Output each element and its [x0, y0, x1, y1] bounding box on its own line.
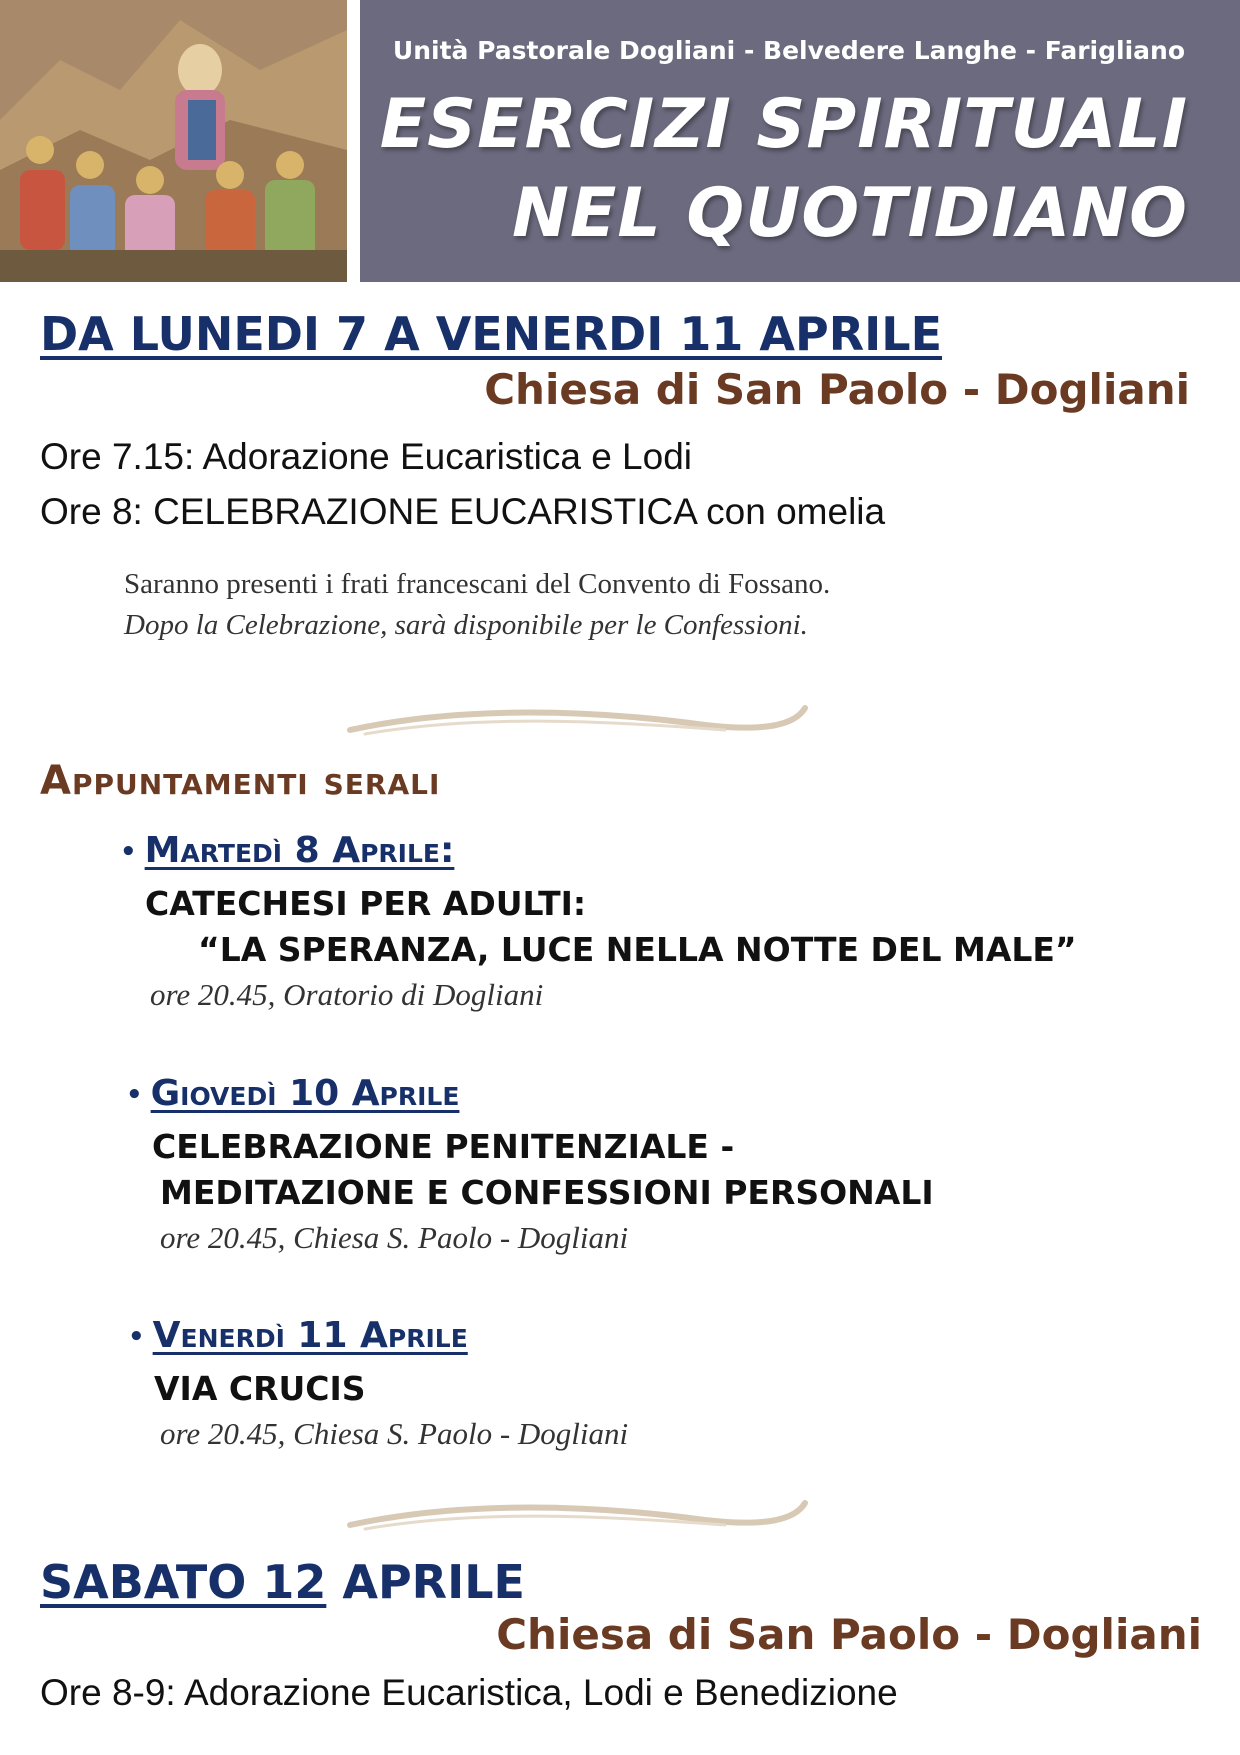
week-schedule-2: Ore 8: CELEBRAZIONE EUCARISTICA con omelia — [40, 491, 886, 532]
event-desc-1a: CATECHESI PER ADULTI: — [145, 884, 587, 923]
event-info-1: ore 20.45, Oratorio di Dogliani — [150, 977, 544, 1012]
header-title — [380, 80, 1188, 258]
event-title-1 — [120, 830, 454, 871]
header-title-line2: NEL QUOTIDIANO — [512, 174, 1188, 253]
week-location: Chiesa di San Paolo - Dogliani — [484, 365, 1190, 414]
saturday-date-underlined: SABATO 12 — [40, 1555, 327, 1609]
event-title-2 — [126, 1073, 459, 1114]
bullet-icon: • — [128, 1322, 145, 1352]
divider-swash-2 — [345, 1495, 815, 1545]
header-painting — [0, 0, 347, 282]
week-note-1: Saranno presenti i frati francescani del Convento di Fossano. — [124, 568, 831, 600]
saturday-location: Chiesa di San Paolo - Dogliani — [496, 1610, 1202, 1659]
event-desc-1b: “LA SPERANZA, LUCE NELLA NOTTE DEL MALE” — [198, 930, 1077, 969]
header-subtitle: Unità Pastorale Dogliani - Belvedere Langhe - Farigliano — [392, 36, 1185, 65]
event-info-2: ore 20.45, Chiesa S. Paolo - Dogliani — [160, 1220, 629, 1255]
week-note-2: Dopo la Celebrazione, sarà disponibile per le Confessioni. — [124, 609, 808, 641]
evening-heading: Appuntamenti serali — [40, 758, 441, 804]
bullet-icon: • — [120, 837, 137, 867]
event-title-3 — [128, 1315, 468, 1356]
header-title-line1: ESERCIZI SPIRITUALI — [379, 85, 1188, 164]
event-desc-2a: CELEBRAZIONE PENITENZIALE - — [152, 1127, 735, 1166]
event-desc-2b: MEDITAZIONE E CONFESSIONI PERSONALI — [160, 1173, 934, 1212]
saturday-schedule: Ore 8-9: Adorazione Eucaristica, Lodi e Benedizione — [40, 1672, 898, 1713]
week-dates: DA LUNEDI 7 A VENERDI 11 APRILE — [40, 307, 942, 361]
divider-swash-1 — [345, 700, 815, 750]
week-schedule-1: Ore 7.15: Adorazione Eucaristica e Lodi — [40, 436, 692, 477]
event-title-1-text: Martedì 8 Aprile: — [144, 830, 455, 871]
event-title-3-text: Venerdì 11 Aprile — [152, 1315, 468, 1356]
event-desc-3a: VIA CRUCIS — [154, 1369, 366, 1408]
event-info-3: ore 20.45, Chiesa S. Paolo - Dogliani — [160, 1416, 629, 1451]
bullet-icon: • — [126, 1080, 143, 1110]
saturday-date — [40, 1555, 525, 1609]
saturday-date-rest: APRILE — [326, 1555, 525, 1609]
event-title-2-text: Giovedì 10 Aprile — [150, 1073, 460, 1114]
